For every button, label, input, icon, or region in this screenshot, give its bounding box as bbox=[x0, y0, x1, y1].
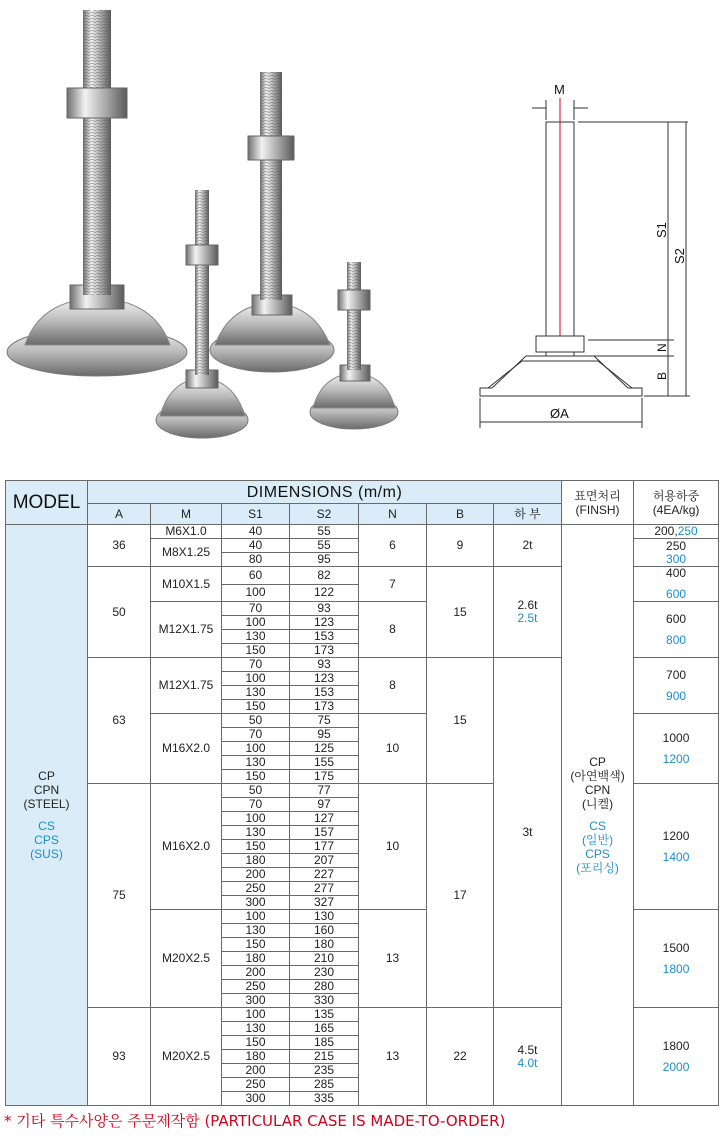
capacity-cell: 400 600 bbox=[634, 567, 719, 602]
n-cell: 13 bbox=[359, 910, 427, 1008]
finish-cell: CP (아연백색) CPN (니켈) CS (일반) CPS (포리싱) bbox=[562, 525, 634, 1106]
a-cell: 50 bbox=[88, 567, 151, 658]
m-cell: M8X1.25 bbox=[151, 539, 222, 567]
s2-cell: 175 bbox=[290, 770, 359, 784]
header-a: A bbox=[88, 504, 151, 525]
capacity-cell: 1200 1400 bbox=[634, 784, 719, 910]
capacity-cell: 600 800 bbox=[634, 602, 719, 658]
s2-cell: 97 bbox=[290, 798, 359, 812]
header-finish: 표면처리 (FINSH) bbox=[562, 481, 634, 525]
capacity-cell: 1500 1800 bbox=[634, 910, 719, 1008]
s1-cell: 250 bbox=[222, 882, 290, 896]
s1-cell: 70 bbox=[222, 798, 290, 812]
label-m: M bbox=[554, 82, 565, 97]
s2-cell: 180 bbox=[290, 938, 359, 952]
label-s2: S2 bbox=[672, 248, 687, 264]
a-cell: 75 bbox=[88, 784, 151, 1008]
b-cell: 22 bbox=[427, 1008, 494, 1106]
s1-cell: 150 bbox=[222, 1036, 290, 1050]
header-s1: S1 bbox=[222, 504, 290, 525]
label-b: B bbox=[655, 371, 669, 380]
b-cell: 15 bbox=[427, 567, 494, 658]
s2-cell: 122 bbox=[290, 584, 359, 602]
s2-cell: 127 bbox=[290, 812, 359, 826]
s1-cell: 250 bbox=[222, 1078, 290, 1092]
s2-cell: 177 bbox=[290, 840, 359, 854]
s2-cell: 130 bbox=[290, 910, 359, 924]
s2-cell: 153 bbox=[290, 686, 359, 700]
header-m: M bbox=[151, 504, 222, 525]
leveling-foot-large bbox=[7, 10, 187, 376]
s1-cell: 100 bbox=[222, 742, 290, 756]
s1-cell: 60 bbox=[222, 567, 290, 585]
table-row bbox=[6, 525, 719, 539]
m-cell: M10X1.5 bbox=[151, 567, 222, 602]
s2-cell: 285 bbox=[290, 1078, 359, 1092]
s1-cell: 150 bbox=[222, 770, 290, 784]
s1-cell: 100 bbox=[222, 812, 290, 826]
header-model: MODEL bbox=[6, 481, 88, 525]
capacity-cell: 250 300 bbox=[634, 539, 719, 567]
s1-cell: 70 bbox=[222, 602, 290, 616]
s2-cell: 125 bbox=[290, 742, 359, 756]
s1-cell: 130 bbox=[222, 686, 290, 700]
n-cell: 8 bbox=[359, 602, 427, 658]
s1-cell: 70 bbox=[222, 728, 290, 742]
a-cell: 93 bbox=[88, 1008, 151, 1106]
footnote: * 기타 특수사양은 주문제작함 (PARTICULAR CASE IS MADE-TO-ORDER) bbox=[4, 1112, 506, 1130]
m-cell: M12X1.75 bbox=[151, 602, 222, 658]
b-cell: 17 bbox=[427, 784, 494, 1008]
s2-cell: 155 bbox=[290, 756, 359, 770]
s1-cell: 100 bbox=[222, 910, 290, 924]
header-b: B bbox=[427, 504, 494, 525]
s1-cell: 80 bbox=[222, 553, 290, 567]
header-n: N bbox=[359, 504, 427, 525]
s1-cell: 150 bbox=[222, 938, 290, 952]
s2-cell: 95 bbox=[290, 728, 359, 742]
s2-cell: 185 bbox=[290, 1036, 359, 1050]
s2-cell: 173 bbox=[290, 700, 359, 714]
s2-cell: 330 bbox=[290, 994, 359, 1008]
s2-cell: 160 bbox=[290, 924, 359, 938]
n-cell: 10 bbox=[359, 714, 427, 784]
s1-cell: 180 bbox=[222, 1050, 290, 1064]
s1-cell: 50 bbox=[222, 714, 290, 728]
s1-cell: 50 bbox=[222, 784, 290, 798]
load-cell: 3t bbox=[494, 658, 562, 1008]
s2-cell: 230 bbox=[290, 966, 359, 980]
s2-cell: 165 bbox=[290, 1022, 359, 1036]
header-s2: S2 bbox=[290, 504, 359, 525]
s2-cell: 55 bbox=[290, 525, 359, 539]
m-cell: M16X2.0 bbox=[151, 784, 222, 910]
n-cell: 8 bbox=[359, 658, 427, 714]
s1-cell: 200 bbox=[222, 966, 290, 980]
s2-cell: 77 bbox=[290, 784, 359, 798]
b-cell: 9 bbox=[427, 525, 494, 567]
m-cell: M12X1.75 bbox=[151, 658, 222, 714]
header-dimensions: DIMENSIONS (m/m) bbox=[88, 481, 562, 504]
n-cell: 6 bbox=[359, 525, 427, 567]
a-cell: 63 bbox=[88, 658, 151, 784]
s2-cell: 210 bbox=[290, 952, 359, 966]
s1-cell: 100 bbox=[222, 1008, 290, 1022]
s1-cell: 100 bbox=[222, 616, 290, 630]
s1-cell: 100 bbox=[222, 672, 290, 686]
s2-cell: 95 bbox=[290, 553, 359, 567]
s2-cell: 123 bbox=[290, 616, 359, 630]
m-cell: M6X1.0 bbox=[151, 525, 222, 539]
spec-table bbox=[5, 480, 719, 1106]
n-cell: 7 bbox=[359, 567, 427, 602]
load-cell: 2t bbox=[494, 525, 562, 567]
capacity-cell: 1800 2000 bbox=[634, 1008, 719, 1106]
label-n: N bbox=[655, 343, 669, 352]
s1-cell: 180 bbox=[222, 854, 290, 868]
b-cell: 15 bbox=[427, 658, 494, 784]
s1-cell: 40 bbox=[222, 525, 290, 539]
s1-cell: 150 bbox=[222, 644, 290, 658]
s2-cell: 173 bbox=[290, 644, 359, 658]
s2-cell: 123 bbox=[290, 672, 359, 686]
s2-cell: 93 bbox=[290, 602, 359, 616]
technical-drawing bbox=[462, 78, 702, 438]
m-cell: M20X2.5 bbox=[151, 910, 222, 1008]
s1-cell: 130 bbox=[222, 756, 290, 770]
header-load: 하 부 bbox=[494, 504, 562, 525]
load-cell: 4.5t 4.0t bbox=[494, 1008, 562, 1106]
s2-cell: 157 bbox=[290, 826, 359, 840]
s1-cell: 40 bbox=[222, 539, 290, 553]
s1-cell: 300 bbox=[222, 1092, 290, 1106]
load-cell: 2.6t 2.5t bbox=[494, 567, 562, 658]
s2-cell: 207 bbox=[290, 854, 359, 868]
label-a: ØA bbox=[550, 406, 569, 421]
s1-cell: 250 bbox=[222, 980, 290, 994]
m-cell: M20X2.5 bbox=[151, 1008, 222, 1106]
s1-cell: 130 bbox=[222, 630, 290, 644]
s1-cell: 130 bbox=[222, 826, 290, 840]
s1-cell: 130 bbox=[222, 924, 290, 938]
s2-cell: 82 bbox=[290, 567, 359, 585]
s1-cell: 180 bbox=[222, 952, 290, 966]
s2-cell: 75 bbox=[290, 714, 359, 728]
s2-cell: 227 bbox=[290, 868, 359, 882]
s1-cell: 300 bbox=[222, 896, 290, 910]
header-capacity: 허용하중 (4EA/kg) bbox=[634, 481, 719, 525]
s2-cell: 55 bbox=[290, 539, 359, 553]
s1-cell: 300 bbox=[222, 994, 290, 1008]
label-s1: S1 bbox=[654, 222, 669, 238]
s1-cell: 200 bbox=[222, 868, 290, 882]
a-cell: 36 bbox=[88, 525, 151, 567]
n-cell: 10 bbox=[359, 784, 427, 910]
capacity-cell: 200,250 bbox=[634, 525, 719, 539]
leveling-foot-medium bbox=[210, 72, 334, 372]
n-cell: 13 bbox=[359, 1008, 427, 1106]
s1-cell: 130 bbox=[222, 1022, 290, 1036]
s2-cell: 93 bbox=[290, 658, 359, 672]
s2-cell: 277 bbox=[290, 882, 359, 896]
s2-cell: 280 bbox=[290, 980, 359, 994]
s2-cell: 235 bbox=[290, 1064, 359, 1078]
leveling-foot-small-a bbox=[156, 190, 248, 438]
product-photo bbox=[0, 0, 460, 460]
s1-cell: 150 bbox=[222, 700, 290, 714]
header-row-1 bbox=[6, 481, 719, 504]
s2-cell: 153 bbox=[290, 630, 359, 644]
s2-cell: 215 bbox=[290, 1050, 359, 1064]
s1-cell: 100 bbox=[222, 584, 290, 602]
m-cell: M16X2.0 bbox=[151, 714, 222, 784]
s2-cell: 335 bbox=[290, 1092, 359, 1106]
s2-cell: 327 bbox=[290, 896, 359, 910]
s1-cell: 150 bbox=[222, 840, 290, 854]
capacity-cell: 700 900 bbox=[634, 658, 719, 714]
model-cell: CP CPN (STEEL) CS CPS (SUS) bbox=[6, 525, 88, 1106]
capacity-cell: 1000 1200 bbox=[634, 714, 719, 784]
s1-cell: 200 bbox=[222, 1064, 290, 1078]
s2-cell: 135 bbox=[290, 1008, 359, 1022]
s1-cell: 70 bbox=[222, 658, 290, 672]
